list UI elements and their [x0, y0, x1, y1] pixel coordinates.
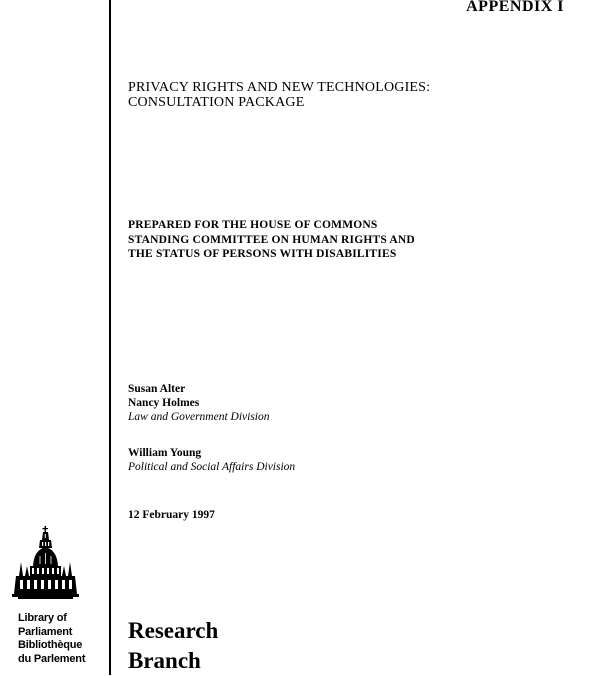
branch-line-2: Branch — [128, 648, 201, 673]
author-name: William Young — [128, 447, 202, 459]
library-label-line-3: Bibliothèque — [18, 639, 83, 651]
title-line-1: PRIVACY RIGHTS AND NEW TECHNOLOGIES: — [128, 80, 431, 95]
research-branch-label — [128, 616, 218, 676]
library-label-line-1: Library of — [18, 612, 67, 624]
publication-date: 12 February 1997 — [128, 509, 215, 521]
branch-line-1: Research — [128, 618, 219, 643]
library-of-parliament-label — [18, 612, 85, 666]
parliament-library-building-icon — [12, 526, 80, 602]
library-label-line-4: du Parlement — [18, 652, 86, 665]
author-division: Law and Government Division — [128, 411, 270, 423]
prepared-for-line-3: THE STATUS OF PERSONS WITH DISABILITIES — [128, 248, 397, 260]
authors-group-2 — [128, 446, 295, 474]
author-division: Political and Social Affairs Division — [128, 461, 296, 473]
author-name: Susan Alter — [128, 383, 186, 395]
library-label-line-2: Parliament — [18, 625, 73, 638]
title-line-2: CONSULTATION PACKAGE — [128, 95, 305, 110]
vertical-divider-rule — [109, 0, 111, 675]
authors-group-1 — [128, 382, 270, 424]
appendix-label: APPENDIX I — [466, 0, 564, 15]
author-name: Nancy Holmes — [128, 397, 200, 409]
document-title — [128, 80, 430, 110]
prepared-for-block — [128, 218, 415, 262]
prepared-for-line-1: PREPARED FOR THE HOUSE OF COMMONS — [128, 219, 378, 231]
prepared-for-line-2: STANDING COMMITTEE ON HUMAN RIGHTS AND — [128, 233, 415, 246]
